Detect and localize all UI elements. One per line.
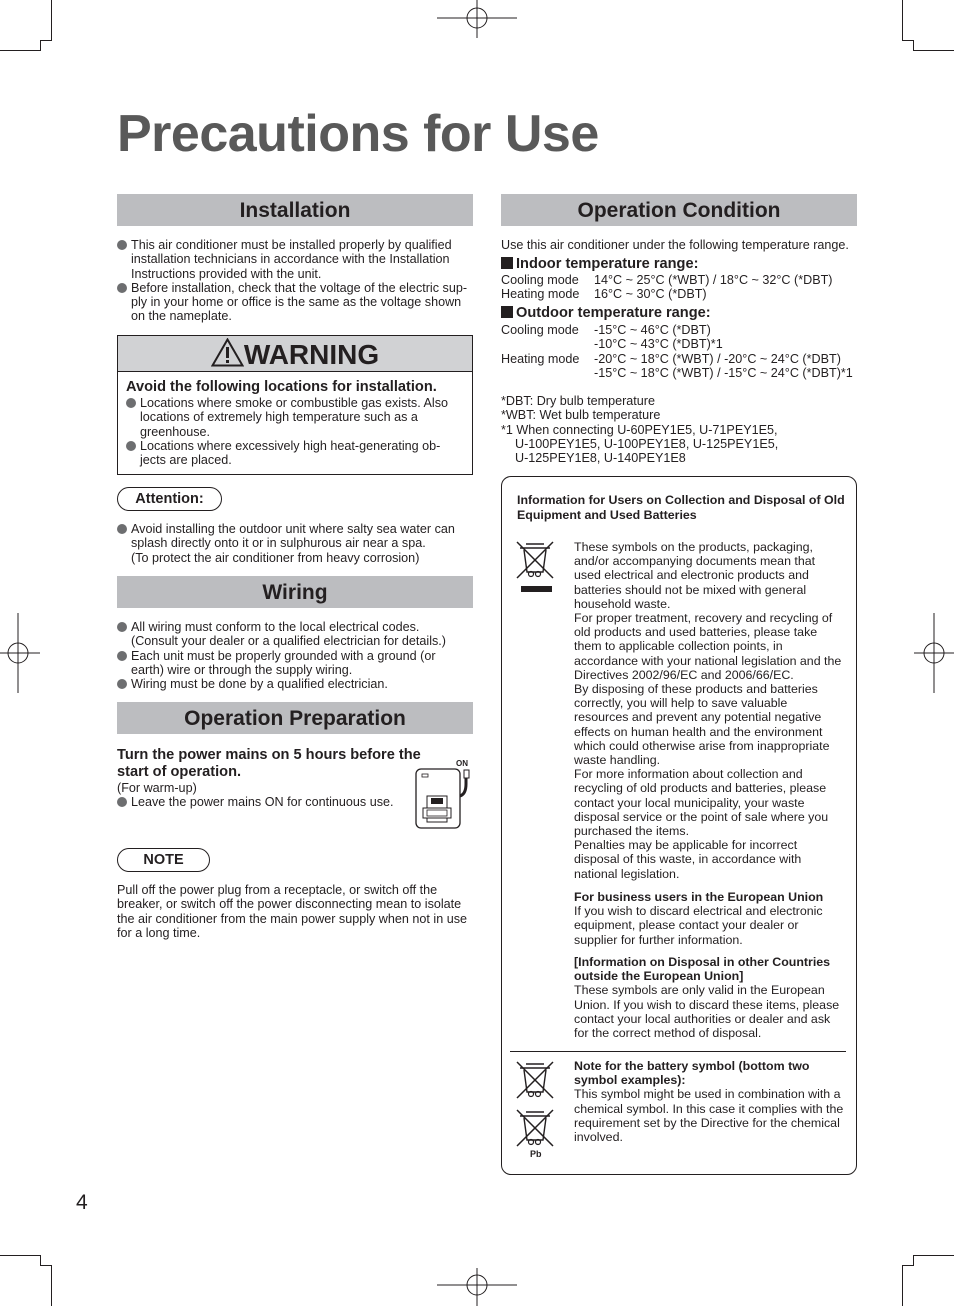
crop-mark — [902, 1266, 903, 1306]
business-users-heading: For business users in the European Union — [574, 890, 824, 904]
footnote-wbt: *WBT: Wet bulb temperature — [501, 408, 661, 423]
list-item — [117, 620, 462, 649]
list-item — [117, 238, 475, 281]
disposal-paragraph: By disposing of these products and batteries correctly, you will help to save valuable resources and prevent any potential negative effects on human health and the environment which could otherwise arise from inappropriate waste handling. — [574, 682, 830, 768]
list-item-text: Before installation, check that the voltage of the electric sup-ply in your home or office is the same as the voltage shown on the nameplate. — [131, 280, 468, 324]
table-row — [501, 323, 861, 337]
bullet-icon — [126, 398, 136, 408]
bullet-icon — [117, 240, 127, 250]
outdoor-range-table — [501, 323, 861, 380]
crossed-bin-icon — [514, 1058, 558, 1104]
crop-mark — [40, 40, 52, 41]
square-bullet-icon — [501, 306, 513, 318]
disposal-body — [574, 540, 844, 881]
disposal-paragraph: Penalties may be applicable for incorrect disposal of this waste, in accordance with national legislation. — [574, 838, 802, 881]
operation-preparation-heading: Operation Preparation — [117, 702, 473, 734]
list-item — [126, 439, 456, 468]
list-item — [117, 795, 417, 809]
wiring-list — [117, 620, 462, 691]
square-bullet-icon — [501, 257, 513, 269]
bullet-icon — [117, 524, 127, 534]
other-countries-heading: [Information on Disposal in other Countries outside the European Union] — [574, 955, 831, 984]
crossed-bin-pb-icon — [514, 1106, 558, 1150]
table-row — [501, 337, 861, 351]
table-row — [501, 287, 861, 301]
crop-mark — [914, 1255, 954, 1256]
warning-box — [117, 335, 473, 475]
list-item — [117, 281, 475, 324]
disposal-paragraph: For proper treatment, recovery and recycling of old products and used batteries, please take them to applicable collection points, in accordance with your national legislation and the Directives 2002/96/EC and 2006/66/EC. — [574, 611, 842, 682]
divider — [510, 1051, 846, 1052]
list-item — [117, 649, 462, 678]
installation-list — [117, 238, 475, 324]
mode-value: -10°C ~ 43°C (*DBT)*1 — [594, 337, 723, 352]
outdoor-range-title: Outdoor temperature range: — [516, 305, 711, 321]
footnote-1-cont: U-125PEY1E8, U-140PEY1E8 — [515, 451, 686, 466]
pb-label: Pb — [530, 1149, 542, 1159]
bullet-icon — [117, 797, 127, 807]
footnote-1: *1 When connecting U-60PEY1E5, U-71PEY1E5, — [501, 422, 778, 437]
business-users-text: If you wish to discard electrical and electronic equipment, please contact your dealer or supplier for further information. — [574, 904, 823, 947]
page-number: 4 — [76, 1191, 88, 1214]
registration-mark — [0, 613, 40, 693]
mode-label: Cooling mode — [501, 323, 579, 337]
indoor-range-heading — [501, 256, 698, 272]
crop-mark — [0, 50, 40, 51]
mode-value: -20°C ~ 18°C (*WBT) / -20°C ~ 24°C (*DBT) — [594, 351, 841, 366]
attention-list — [117, 522, 467, 565]
warning-list — [126, 396, 456, 467]
disposal-paragraph: For more information about collection and recycling of old products and batteries, please contact your local municipality, your waste disposal service or the point of sale where you purchased the items. — [574, 767, 829, 839]
note-label: NOTE — [117, 848, 210, 872]
mode-value: 14°C ~ 25°C (*WBT) / 18°C ~ 32°C (*DBT) — [594, 273, 833, 287]
power-switch-icon — [413, 766, 471, 830]
footnotes — [501, 394, 861, 465]
bullet-icon — [117, 679, 127, 689]
operation-preparation-instruction: Turn the power mains on 5 hours before the start of operation. — [117, 747, 421, 780]
operation-preparation-note: (For warm-up) — [117, 781, 197, 795]
list-item-text: Locations where smoke or combustible gas exists. Also locations of extremely high temperature such as a greenhouse. — [140, 396, 448, 439]
registration-mark — [437, 1266, 517, 1306]
list-item-text: (To protect the air conditioner from heavy corrosion) — [131, 550, 420, 565]
crop-mark — [51, 0, 52, 40]
mode-value: 16°C ~ 30°C (*DBT) — [594, 287, 707, 302]
business-users-section — [574, 890, 844, 947]
warning-title: WARNING — [243, 339, 380, 370]
list-item — [117, 522, 467, 565]
bullet-icon — [117, 622, 127, 632]
battery-note-text: This symbol might be used in combination with a chemical symbol. In this case it complies with the requirement set by the Directive for the chemical involved. — [574, 1087, 844, 1145]
wiring-heading: Wiring — [117, 576, 473, 608]
bullet-icon — [117, 283, 127, 293]
warning-subheading: Avoid the following locations for installation. — [126, 379, 437, 395]
table-row — [501, 366, 861, 380]
crop-mark — [51, 1266, 52, 1306]
indoor-range-title: Indoor temperature range: — [516, 256, 699, 272]
warning-header — [118, 336, 472, 372]
disposal-heading: Information for Users on Collection and Disposal of Old Equipment and Used Batteries — [517, 493, 845, 522]
crop-mark — [40, 1265, 52, 1266]
registration-mark — [914, 613, 954, 693]
mode-value: -15°C ~ 18°C (*WBT) / -15°C ~ 24°C (*DBT)*1 — [594, 365, 853, 380]
battery-note-section — [574, 1059, 844, 1144]
mode-value: -15°C ~ 46°C (*DBT) — [594, 323, 711, 337]
registration-mark — [437, 0, 517, 40]
mode-label: Cooling mode — [501, 273, 579, 287]
list-item-text: Wiring must be done by a qualified electrician. — [131, 677, 388, 692]
crop-mark — [40, 1255, 41, 1266]
battery-note-heading: Note for the battery symbol (bottom two symbol examples): — [574, 1059, 810, 1088]
operation-condition-intro: Use this air conditioner under the following temperature range. — [501, 238, 849, 252]
crop-mark — [40, 40, 41, 51]
other-countries-text: These symbols are only valid in the European Union. If you wish to discard these items, please contact your local authorities or dealer and ask for the correct method of disposal. — [574, 983, 840, 1041]
bullet-icon — [117, 651, 127, 661]
crop-mark — [902, 0, 903, 40]
list-item-text: Leave the power mains ON for continuous use. — [131, 795, 394, 809]
warning-triangle-icon — [211, 338, 244, 367]
disposal-paragraph: These symbols on the products, packaging, and/or accompanying documents mean that used electrical and electronic products and batteries should not be mixed with general household waste. — [574, 540, 816, 611]
note-text: Pull off the power plug from a receptacle, or switch off the breaker, or switch off the power disconnecting mean to isolate the air conditioner from the main power supply when not in use for a long time. — [117, 883, 468, 940]
bullet-icon — [126, 441, 136, 451]
indoor-range-table — [501, 273, 861, 302]
outdoor-range-heading — [501, 305, 711, 321]
crossed-bin-icon — [514, 538, 558, 596]
footnote-1-cont: U-100PEY1E5, U-100PEY1E8, U-125PEY1E5, — [515, 436, 779, 451]
list-item-text: Each unit must be properly grounded with a ground (or earth) wire or through the supply wiring. — [131, 648, 436, 677]
list-item — [117, 677, 462, 691]
operation-preparation-list — [117, 795, 417, 809]
crop-mark — [913, 1255, 914, 1266]
mode-label: Heating mode — [501, 351, 580, 366]
crop-mark — [914, 50, 954, 51]
table-row — [501, 273, 861, 287]
installation-heading: Installation — [117, 194, 473, 226]
list-item-text: Avoid installing the outdoor unit where salty sea water can splash directly onto it or in sulphurous air near a spa. — [131, 522, 455, 551]
list-item-text: This air conditioner must be installed properly by qualified installation technicians in accordance with the Installation Instructions provided with the unit. — [131, 238, 452, 281]
table-row — [501, 352, 861, 366]
crop-mark — [0, 1255, 40, 1256]
other-countries-section — [574, 955, 844, 1040]
page-title: Precautions for Use — [117, 105, 599, 163]
list-item — [126, 396, 456, 439]
list-item-text: All wiring must conform to the local electrical codes. (Consult your dealer or a qualified electrician for details.) — [131, 620, 446, 649]
operation-condition-heading: Operation Condition — [501, 194, 857, 226]
list-item-text: Locations where excessively high heat-generating ob-jects are placed. — [140, 438, 441, 468]
crop-mark — [913, 40, 914, 51]
mode-label: Heating mode — [501, 287, 580, 302]
power-switch-on-label: ON — [456, 759, 468, 768]
attention-label: Attention: — [117, 487, 222, 511]
footnote-dbt: *DBT: Dry bulb temperature — [501, 394, 655, 408]
